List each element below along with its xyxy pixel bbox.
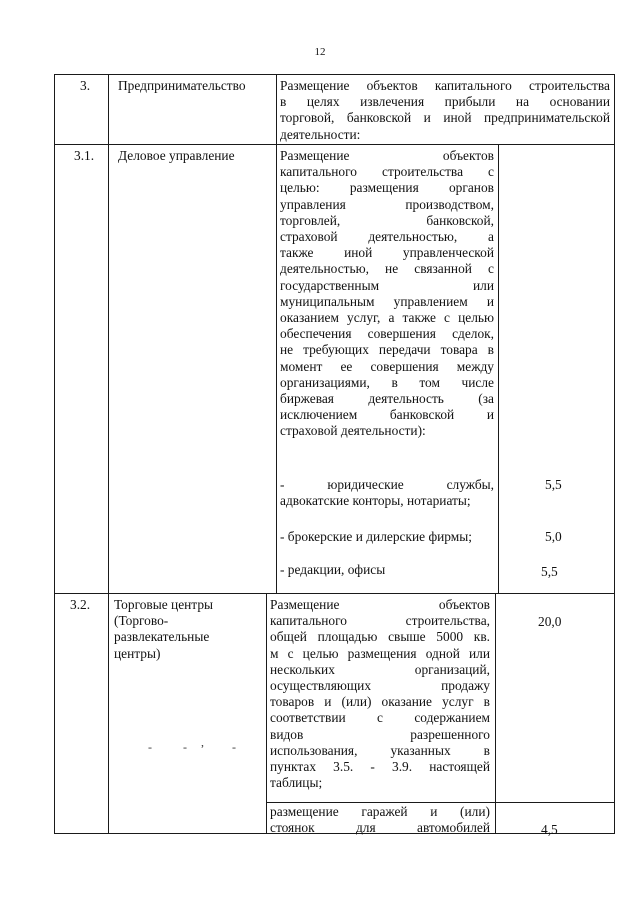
text-line: таблицы;: [270, 775, 323, 791]
table-line: [54, 74, 614, 75]
text-line: также иной управленческой: [280, 245, 494, 261]
sub-description: [270, 804, 490, 836]
text-line: страховой деятельности):: [280, 423, 426, 439]
row-description: [270, 597, 490, 791]
text-line: государственным или: [280, 277, 494, 293]
list-item: - брокерские и дилерские фирмы;: [280, 529, 472, 544]
text-line: пунктах 3.5. - 3.9. настоящей: [270, 759, 490, 775]
scan-mark: -: [232, 740, 236, 754]
table-line: [498, 144, 499, 593]
text-line: размещение гаражей и (или): [270, 804, 490, 819]
text-line: Размещение объектов: [280, 148, 494, 163]
table-line: [614, 74, 615, 834]
text-line: общей площадью свыше 5000 кв.: [270, 629, 490, 645]
text-line: организациями, в том числе: [280, 374, 494, 390]
text-line: адвокатские конторы, нотариаты;: [280, 493, 471, 509]
scan-mark: -: [148, 740, 152, 754]
text-line: обеспечения совершения сделок,: [280, 326, 494, 342]
row-name: Деловое управление: [118, 148, 235, 163]
table-line: [54, 593, 614, 594]
text-line: центры): [114, 645, 161, 661]
text-line: Размещение объектов капитального строительства: [280, 78, 610, 93]
text-line: Торговые центры: [114, 597, 214, 612]
table-line: [266, 593, 267, 834]
scan-mark: -: [183, 740, 187, 754]
text-line: (Торгово-: [114, 613, 169, 629]
text-line: капитального строительства с: [280, 164, 494, 180]
text-line: Размещение объектов: [270, 597, 490, 612]
text-line: деятельностью, не связанной с: [280, 261, 494, 277]
text-line: торговлей, банковской,: [280, 212, 494, 228]
list-item: [280, 477, 494, 509]
text-line: капитального строительства,: [270, 613, 490, 629]
text-line: осуществляющих продажу: [270, 678, 490, 694]
text-line: соответствии с содержанием: [270, 710, 490, 726]
text-line: страховой деятельностью, а: [280, 229, 494, 245]
text-line: стоянок для автомобилей: [270, 820, 490, 836]
text-line: целью: размещения органов: [280, 180, 494, 196]
text-line: нескольких организаций,: [270, 661, 490, 677]
text-line: муниципальным управлением и: [280, 293, 494, 309]
text-line: товаров и (или) оказание услуг в: [270, 694, 490, 710]
row-name: [114, 597, 213, 662]
text-line: - юридические службы,: [280, 477, 494, 492]
text-line: м с целью размещения одной или: [270, 645, 490, 661]
table-line: [266, 802, 614, 803]
row-description: [280, 148, 494, 440]
text-line: развлекательные: [114, 629, 210, 645]
scan-mark: ,: [201, 735, 204, 749]
item-value: 5,5: [541, 564, 558, 579]
row-description: [280, 78, 610, 143]
list-item: - редакции, офисы: [280, 562, 386, 577]
row-number: 3.1.: [74, 148, 95, 163]
row-number: 3.2.: [70, 597, 91, 612]
row-name: Предпринимательство: [118, 78, 246, 93]
text-line: в целях извлечения прибыли на основании: [280, 94, 610, 110]
row-number: 3.: [80, 78, 91, 93]
sub-value: 4,5: [541, 822, 558, 837]
page-number: 12: [314, 46, 326, 58]
table-line: [108, 74, 109, 834]
table-line: [276, 74, 277, 593]
text-line: управления производством,: [280, 196, 494, 212]
text-line: торговой, банковской и иной предпринимательской: [280, 110, 610, 126]
text-line: оказанием услуг, а также с целью: [280, 310, 494, 326]
text-line: не требующих передачи товара в: [280, 342, 494, 358]
table-line: [54, 144, 614, 145]
table-line: [54, 74, 55, 834]
item-value: 5,0: [545, 529, 562, 544]
text-line: видов разрешенного: [270, 726, 490, 742]
item-value: 5,5: [545, 477, 562, 492]
table-line: [495, 593, 496, 834]
text-line: исключением банковской и: [280, 407, 494, 423]
text-line: момент ее совершения между: [280, 358, 494, 374]
row-value: 20,0: [538, 614, 562, 629]
text-line: деятельности:: [280, 126, 361, 142]
text-line: биржевая деятельность (за: [280, 391, 494, 407]
text-line: использования, указанных в: [270, 742, 490, 758]
